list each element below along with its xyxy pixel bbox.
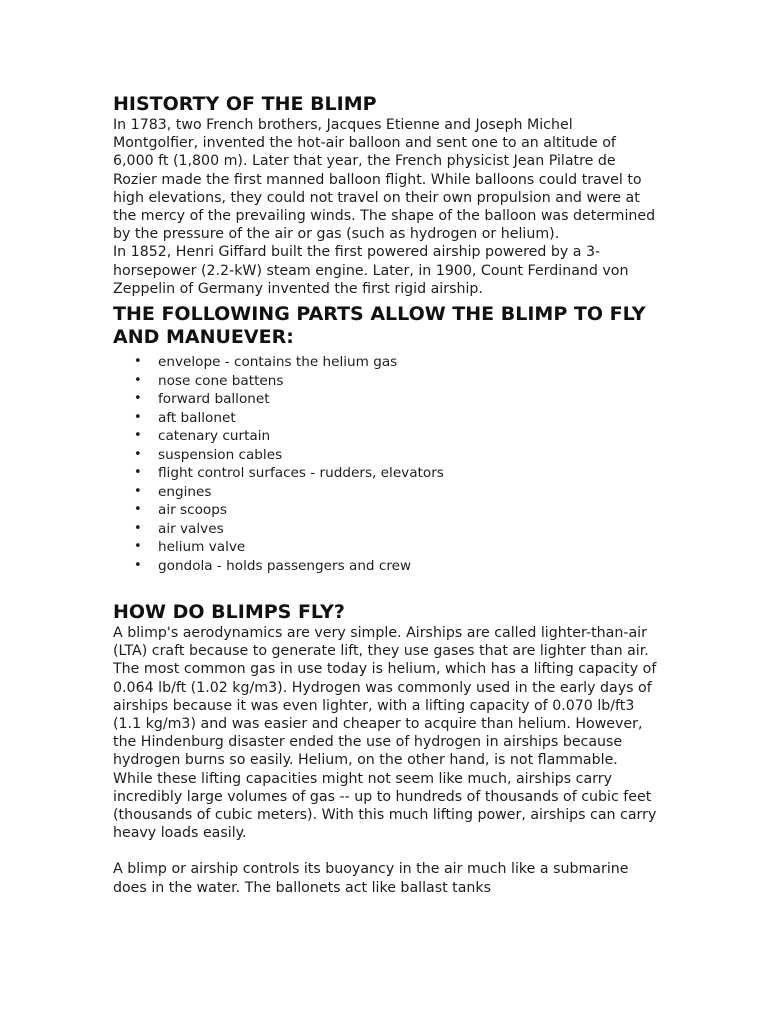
bullet-icon: •	[134, 428, 142, 444]
bullet-icon: •	[134, 520, 142, 536]
list-item-text: aft ballonet	[158, 409, 236, 426]
bullet-icon: •	[134, 409, 142, 425]
list-item	[134, 538, 658, 557]
list-item	[134, 483, 658, 502]
document-content	[113, 93, 658, 897]
history-paragraph-1: In 1783, two French brothers, Jacques Etienne and Joseph Michel Montgolfier, invented the hot-air balloon and sent one to an altitude of 6,000 ft (1,800 m). Later that year, the French physicist Jean Pilatre de Rozier made the first manned balloon flight. While balloons could travel to high elevations, they could not travel on their own propulsion and were at the mercy of the prevailing winds. The shape of the balloon was determined by the pressure of the air or gas (such as hydrogen or helium).	[113, 117, 656, 243]
list-item	[134, 464, 658, 483]
list-item-text: nose cone battens	[158, 372, 284, 389]
bullet-icon: •	[134, 557, 142, 573]
bullet-icon: •	[134, 372, 142, 388]
list-item	[134, 353, 658, 372]
bullet-icon: •	[134, 539, 142, 555]
how-fly-paragraph-1: A blimp's aerodynamics are very simple. Airships are called lighter-than-air (LTA) craft because to generate lift, they use gases that are lighter than air. The most common gas in use today is helium, which has a lifting capacity of 0.064 lb/ft (1.02 kg/m3). Hydrogen was commonly used in the early days of airships because it was even lighter, with a lifting capacity of 0.070 lb/ft3 (1.1 kg/m3) and was easier and cheaper to acquire than helium. However, the Hindenburg disaster ended the use of hydrogen in airships because hydrogen burns so easily. Helium, on the other hand, is not flammable.	[113, 625, 657, 769]
section-title-history: HISTORTY OF THE BLIMP	[113, 93, 377, 115]
list-item-text: catenary curtain	[158, 428, 271, 445]
list-item	[134, 446, 658, 465]
list-item	[134, 427, 658, 446]
how-fly-paragraph-3: A blimp or airship controls its buoyancy in the air much like a submarine does in the water. The ballonets act like ballast tanks	[113, 861, 629, 896]
list-item-text: engines	[158, 483, 212, 500]
list-item	[134, 372, 658, 391]
history-paragraph-2: In 1852, Henri Giffard built the first powered airship powered by a 3-horsepower (2.2-kW) steam engine. Later, in 1900, Count Ferdinand von Zeppelin of Germany invented the first rigid airship.	[113, 244, 629, 297]
bullet-icon: •	[134, 391, 142, 407]
bullet-icon: •	[134, 483, 142, 499]
list-item-text: helium valve	[158, 539, 246, 556]
bullet-icon: •	[134, 354, 142, 370]
paragraph-spacer	[113, 842, 658, 860]
how-fly-paragraph-2: While these lifting capacities might not seem like much, airships carry incredibly large volumes of gas -- up to hundreds of thousands of cubic feet (thousands of cubic meters). With this much lifting power, airships can carry heavy loads easily.	[113, 770, 657, 842]
list-item-text: air scoops	[158, 502, 227, 519]
list-item-text: forward ballonet	[158, 391, 270, 408]
list-item	[134, 390, 658, 409]
bullet-icon: •	[134, 502, 142, 518]
list-item	[134, 520, 658, 539]
bullet-icon: •	[134, 446, 142, 462]
list-item-text: envelope - contains the helium gas	[158, 354, 398, 371]
list-item-text: gondola - holds passengers and crew	[158, 557, 412, 574]
section-title-parts: THE FOLLOWING PARTS ALLOW THE BLIMP TO FLY AND MANUEVER:	[113, 303, 646, 349]
list-item	[134, 501, 658, 520]
section-title-how-fly: HOW DO BLIMPS FLY?	[113, 601, 345, 624]
list-item	[134, 409, 658, 428]
list-item-text: air valves	[158, 520, 224, 537]
parts-list	[113, 353, 658, 575]
list-item-text: suspension cables	[158, 446, 283, 463]
bullet-icon: •	[134, 465, 142, 481]
list-item-text: flight control surfaces - rudders, elevators	[158, 465, 444, 482]
list-item	[134, 557, 658, 576]
